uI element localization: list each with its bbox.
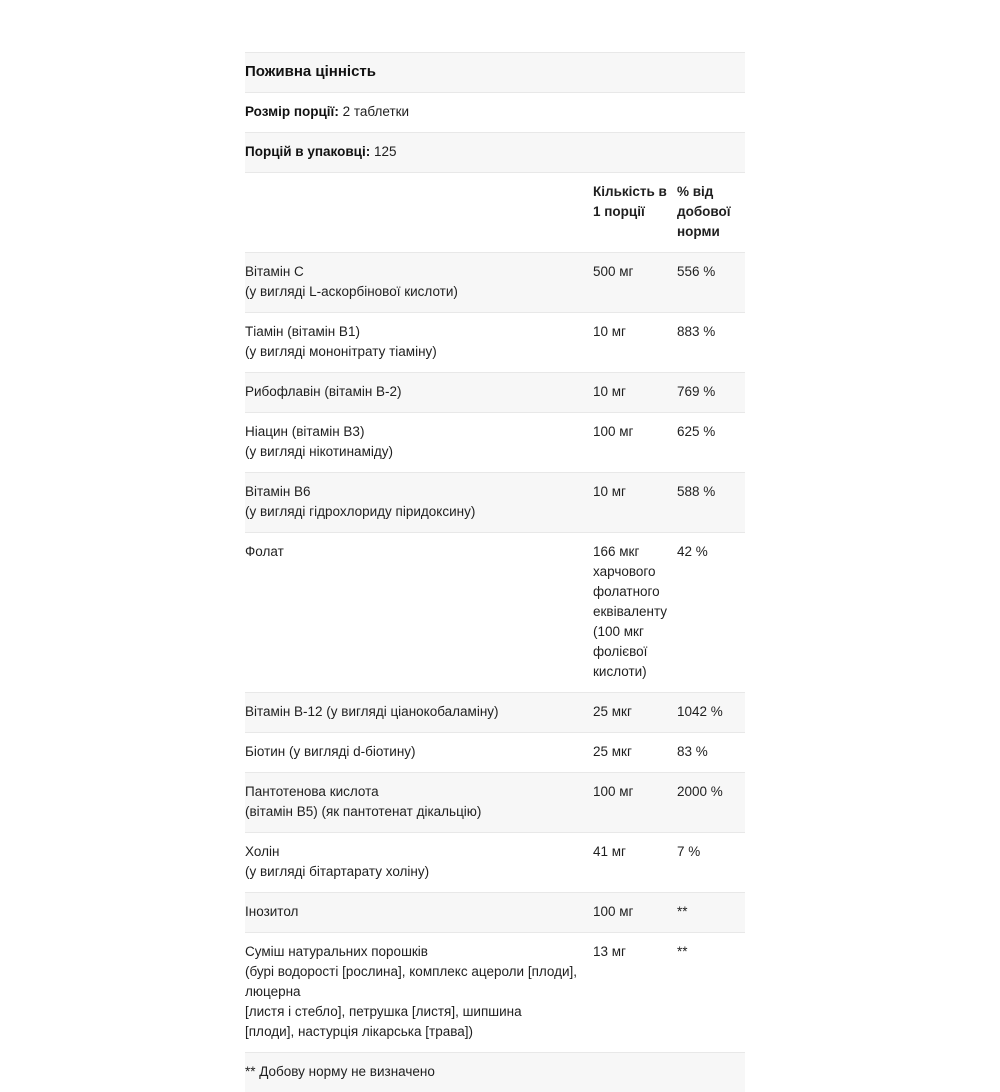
nutrient-amount: 100 мг <box>593 413 677 473</box>
nutrient-name-cell <box>245 933 593 1053</box>
nutrient-amount: 41 мг <box>593 833 677 893</box>
nutrient-name-detail: (вітамін B5) (як пантотенат дікальцію) <box>245 802 593 822</box>
nutrient-amount: 10 мг <box>593 313 677 373</box>
nutrient-name-detail: (у вигляді бітартарату холіну) <box>245 862 593 882</box>
table-row <box>245 473 745 533</box>
nutrient-name-cell <box>245 533 593 693</box>
nutrient-amount: 25 мкг <box>593 733 677 773</box>
nutrient-name: Холін <box>245 842 593 862</box>
nutrient-name-detail: (у вигляді нікотинаміду) <box>245 442 593 462</box>
footnote-text: ** Добову норму не визначено <box>245 1053 745 1092</box>
serving-size-cell <box>245 93 745 133</box>
nutrient-name: Тіамін (вітамін B1) <box>245 322 593 342</box>
nutrient-daily-value: 588 % <box>677 473 745 533</box>
table-row <box>245 533 745 693</box>
table-row <box>245 253 745 313</box>
nutrient-amount: 500 мг <box>593 253 677 313</box>
table-row <box>245 893 745 933</box>
nutrient-name: Рибофлавін (вітамін B-2) <box>245 382 593 402</box>
table-row <box>245 933 745 1053</box>
column-header-name <box>245 173 593 253</box>
nutrient-name: Вітамін B-12 (у вигляді ціанокобаламіну) <box>245 702 593 722</box>
table-row-title <box>245 53 745 93</box>
nutrient-name-cell <box>245 373 593 413</box>
nutrient-daily-value: 42 % <box>677 533 745 693</box>
table-row-servings-per-container <box>245 133 745 173</box>
nutrient-daily-value: 769 % <box>677 373 745 413</box>
table-body <box>245 53 745 253</box>
nutrient-name-detail: (у вигляді L-аскорбінової кислоти) <box>245 282 593 302</box>
column-header-daily-value: % від добової норми <box>677 173 745 253</box>
nutrient-name: Вітамін С <box>245 262 593 282</box>
nutrient-amount: 13 мг <box>593 933 677 1053</box>
nutrient-amount: 166 мкг харчового фолатного еквіваленту (100 мкг фолієвої кислоти) <box>593 533 677 693</box>
nutrient-name-cell <box>245 773 593 833</box>
nutrient-name-cell <box>245 893 593 933</box>
page-title: Поживна цінність <box>245 63 376 80</box>
nutrient-name-cell <box>245 833 593 893</box>
nutrient-daily-value: 7 % <box>677 833 745 893</box>
nutrient-name: Вітамін B6 <box>245 482 593 502</box>
nutrient-name: Ніацин (вітамін B3) <box>245 422 593 442</box>
servings-per-container-cell <box>245 133 745 173</box>
table-row <box>245 413 745 473</box>
nutrient-daily-value: 2000 % <box>677 773 745 833</box>
nutrient-name: Пантотенова кислота <box>245 782 593 802</box>
nutrient-daily-value: 883 % <box>677 313 745 373</box>
table-row <box>245 733 745 773</box>
nutrient-name: Біотин (у вигляді d-біотину) <box>245 742 593 762</box>
nutrient-name: Інозитол <box>245 902 593 922</box>
table-row <box>245 373 745 413</box>
table-header-row <box>245 173 745 253</box>
nutrient-daily-value: 625 % <box>677 413 745 473</box>
nutrient-daily-value: 83 % <box>677 733 745 773</box>
nutrient-name-cell <box>245 313 593 373</box>
nutrition-facts-panel <box>245 52 745 1092</box>
nutrient-name: Фолат <box>245 542 593 562</box>
nutrient-amount: 25 мкг <box>593 693 677 733</box>
nutrient-name-cell <box>245 473 593 533</box>
nutrient-amount: 10 мг <box>593 373 677 413</box>
nutrient-name-detail: (у вигляді мононітрату тіаміну) <box>245 342 593 362</box>
nutrient-daily-value: 1042 % <box>677 693 745 733</box>
nutrient-daily-value: 556 % <box>677 253 745 313</box>
servings-per-container-label: Порцій в упаковці: <box>245 144 370 159</box>
nutrient-amount: 100 мг <box>593 773 677 833</box>
nutrient-name-cell <box>245 413 593 473</box>
panel-title-cell <box>245 53 745 93</box>
servings-per-container-value: 125 <box>374 144 397 159</box>
table-row <box>245 693 745 733</box>
nutrient-name-cell <box>245 693 593 733</box>
table-row-serving-size <box>245 93 745 133</box>
column-header-amount: Кількість в 1 порції <box>593 173 677 253</box>
table-footer <box>245 1053 745 1092</box>
nutrition-facts-table <box>245 52 745 1092</box>
nutrient-name: Суміш натуральних порошків <box>245 942 593 962</box>
nutrient-rows <box>245 253 745 1053</box>
nutrient-name-detail: (бурі водорості [рослина], комплекс ацероли [плоди], люцерна [листя і стебло], петрушка [листя], шипшина [плоди], настурція лікарська [трава]) <box>245 962 593 1042</box>
nutrient-daily-value: ** <box>677 933 745 1053</box>
nutrient-name-cell <box>245 253 593 313</box>
nutrient-name-cell <box>245 733 593 773</box>
table-row <box>245 313 745 373</box>
nutrient-name-detail: (у вигляді гідрохлориду піридоксину) <box>245 502 593 522</box>
table-row-footnote <box>245 1053 745 1092</box>
serving-size-label: Розмір порції: <box>245 104 339 119</box>
nutrient-amount: 10 мг <box>593 473 677 533</box>
nutrient-amount: 100 мг <box>593 893 677 933</box>
nutrient-daily-value: ** <box>677 893 745 933</box>
table-row <box>245 773 745 833</box>
serving-size-value: 2 таблетки <box>343 104 410 119</box>
table-row <box>245 833 745 893</box>
